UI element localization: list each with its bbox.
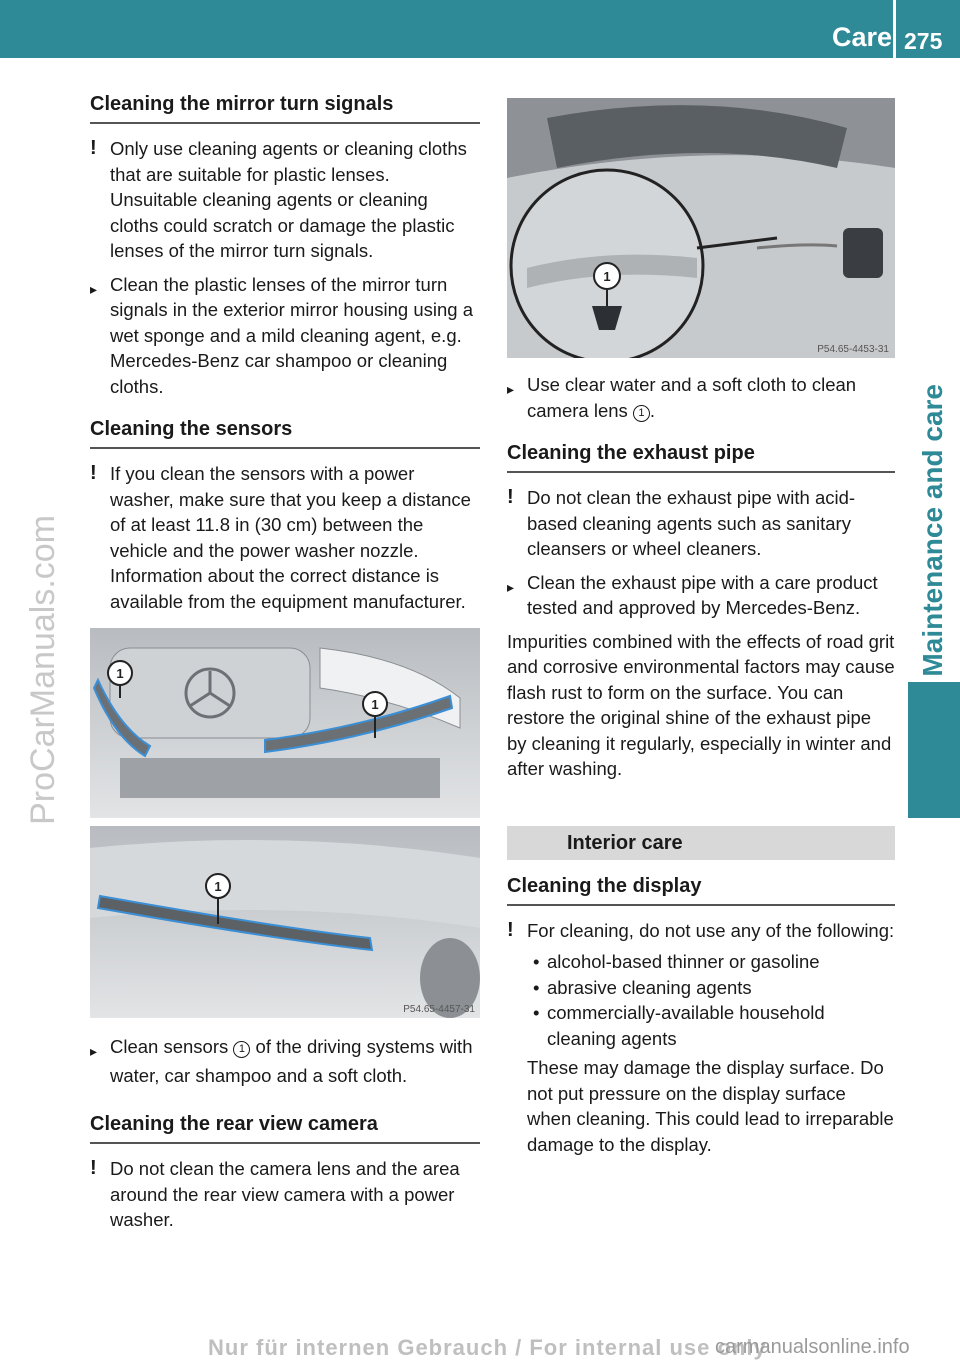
side-watermark: [18, 480, 68, 860]
left-column: [90, 90, 480, 1233]
camera-step: [507, 372, 895, 423]
step-arrow-icon: ▸: [507, 578, 515, 595]
warning-icon: !: [90, 462, 97, 484]
exhaust-note-text: Do not clean the exhaust pipe with acid-based cleaning agents such as sanitary cleansers or wheel cleaners.: [527, 487, 856, 559]
warning-icon: !: [90, 137, 97, 159]
sensors-step: [90, 1032, 480, 1090]
mirror-step: [90, 272, 480, 400]
camera-note-text: Do not clean the camera lens and the area around the rear view camera with a power washer.: [110, 1158, 460, 1230]
callout-marker-icon: 1: [233, 1041, 250, 1058]
exhaust-step: [507, 570, 895, 621]
right-column: [507, 90, 895, 1157]
step-arrow-icon: ▸: [507, 381, 515, 397]
callout-marker-icon: 1: [633, 405, 650, 422]
sensors-figure: [90, 628, 480, 1018]
display-bullets: [527, 949, 895, 1051]
exhaust-paragraph: Impurities combined with the effects of road grit and corrosive environmental factors may cause flash rust to form on the surface. You can restore the original shine of the exhaust pipe by cleaning it regularly, especially in winter and after washing.: [507, 630, 895, 779]
camera-step-text-a: Use clear water and a soft cloth to clean camera lens: [527, 374, 857, 421]
warning-icon: !: [90, 1157, 97, 1179]
mirror-note-text: Only use cleaning agents or cleaning cloths that are suitable for plastic lenses. Unsuitable cleaning agents or cleaning cloths could scratch or damage the plastic lenses of the mirror turn signals.: [110, 138, 467, 261]
mirror-step-text: Clean the plastic lenses of the mirror turn signals in the exterior mirror housing using a wet sponge and a mild cleaning agent, e.g. Mercedes-Benz car shampoo or cleaning cloths.: [110, 273, 473, 397]
camera-heading: Cleaning the rear view camera: [90, 1110, 480, 1144]
footer-watermark: Nur für internen Gebrauch / For internal use only: [208, 1335, 767, 1360]
list-item: • commercially-available household cleaning agents: [527, 1000, 895, 1051]
camera-figure: [507, 98, 895, 358]
step-arrow-icon: ▸: [90, 280, 98, 297]
step-arrow-icon: ▸: [90, 1043, 98, 1059]
camera-note: [90, 1156, 480, 1233]
mirror-heading: Cleaning the mirror turn signals: [90, 90, 480, 124]
figure-callout: 1: [214, 879, 222, 894]
figure-callout: 1: [371, 697, 379, 712]
sensors-figure-code: P54.65-4457-31: [403, 1004, 475, 1015]
camera-step-text-b: .: [649, 399, 656, 421]
exhaust-step-text: Clean the exhaust pipe with a care product tested and approved by Mercedes-Benz.: [527, 571, 878, 618]
interior-care-banner: Interior care: [507, 826, 895, 860]
chapter-label-text: Maintenance and care: [917, 383, 948, 677]
display-heading: Cleaning the display: [507, 872, 895, 906]
list-item: • alcohol-based thinner or gasoline: [527, 949, 895, 975]
sensors-step-text-b: of the driving systems with water, car shampoo and a soft cloth.: [110, 1036, 473, 1086]
exhaust-heading: Cleaning the exhaust pipe: [507, 439, 895, 473]
chapter-label: [908, 380, 958, 680]
side-watermark-text: ProCarManuals.com: [23, 515, 62, 825]
sensors-step-text-a: Clean sensors: [110, 1036, 229, 1057]
warning-icon: !: [507, 486, 514, 508]
page-number: 275: [904, 28, 943, 54]
list-item: • abrasive cleaning agents: [527, 975, 895, 1001]
camera-figure-code: P54.65-4453-31: [817, 344, 889, 355]
footer-site: carmanualsonline.info: [715, 1336, 910, 1358]
sensors-note: [90, 461, 480, 614]
sensors-note-text: If you clean the sensors with a power washer, make sure that you keep a distance of at least 11.8 in (30 cm) between the vehicle and the power washer nozzle. Information about the correct distance is available from the equipment manufacturer.: [110, 463, 471, 612]
display-note: [507, 918, 895, 1158]
sensors-heading: Cleaning the sensors: [90, 415, 480, 449]
mirror-note: [90, 136, 480, 264]
display-note-text: For cleaning, do not use any of the following:: [527, 919, 895, 941]
figure-callout: 1: [116, 666, 124, 681]
display-after-text: These may damage the display surface. Do not put pressure on the display surface when cleaning. This could lead to irreparable damage to the display.: [527, 1057, 894, 1155]
section-title: Care: [831, 22, 892, 52]
figure-callout: 1: [603, 269, 611, 284]
chapter-tab: [908, 682, 960, 818]
header-bar: [0, 0, 960, 58]
warning-icon: !: [507, 918, 514, 941]
exhaust-note: [507, 485, 895, 562]
header-divider: [893, 0, 896, 58]
